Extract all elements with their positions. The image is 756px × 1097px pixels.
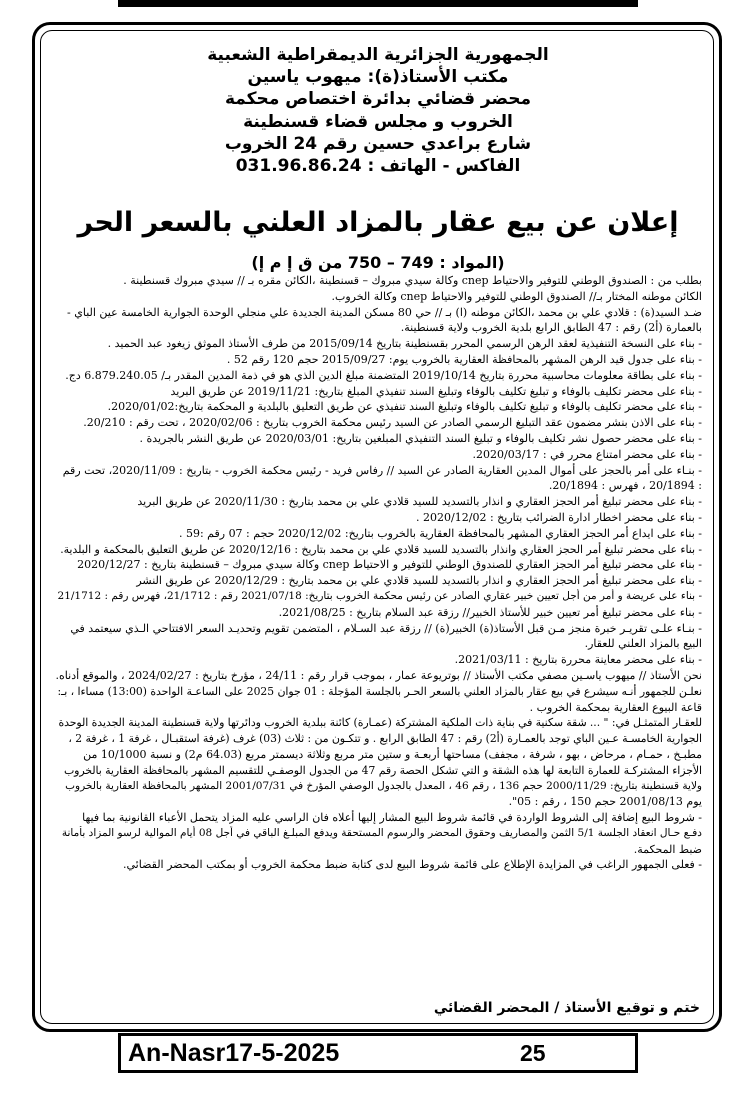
body-line: - بناء على محضر تبليغ أمر الحجز العقاري و انذار بالتسديد للسيد قلادي علي بن محمد بتاريخ : 2020/11/30 عن طريق البريد xyxy=(137,495,702,509)
body-line: الجوارية الخامسـة عـين الباي توجد بالعمـارة (أ2) رقم : 47 الطابق الرابع . و تتكـون من : ثلاث (03) غرف (غرفة استقبـال ، غرفة 1 ، غرفة 2 ، xyxy=(68,732,702,746)
phone-fax-line: الفاكس - الهاتف : 031.96.86.24 xyxy=(235,156,521,177)
body-line: - بناء على محضر تكليف بالوفاء و تبليغ تكليف بالوفاء وتبليغ السند تنفيذي عن طريق التعليق بالبلدية و المحكمة بتاريخ:2020/01/02. xyxy=(107,400,702,414)
newspaper-date: An-Nasr17-5-2025 xyxy=(128,1039,340,1067)
address-line: شارع براعدي حسين رقم 24 الخروب xyxy=(224,133,532,154)
body-line: الأجزاء المشتركـة للعمارة التابعة لها هذه الشقة و التي تشكل الحصة رقم 47 من الجدول الوصفـي للتقسيم المشهر بالمحافظة العقارية بالخروب xyxy=(64,763,702,777)
body-line: - بناء على عريضة و أمر من أجل تعيين خبير عقاري الصادر عن رئيس محكمة الخروب بتاريخ: 2021/07/18 رقم : 21/1712، فهرس رقم : 21/1712 xyxy=(57,589,702,602)
body-line: نعلـن للجمهور أنـه سيشرع في بيع عقار بالمزاد العلني بالسعر الحـر بالجلسة المؤجلة : 01 جوان 2025 على الساعـة الواحدة (13:00) مساءا ، بـ: xyxy=(57,684,702,698)
body-line: - بناء على بطاقة معلومات محاسبية محررة بتاريخ 2019/10/14 المتضمنة مبلغ الدين الذي هو في ذمة المدين المقدر بـ/ 6.879.240.05 دج. xyxy=(65,368,702,382)
body-line: - بناء على محضر معاينة محررة بتاريخ : 2021/03/11. xyxy=(454,653,702,667)
announcement-body xyxy=(56,273,702,873)
body-line: بالعمارة (أ2) رقم : 47 الطابق الرابع بلدية الخروب ولاية قسنطينة. xyxy=(400,321,702,335)
body-line: قاعة البيوع العقارية بمحكمة الخروب . xyxy=(529,700,702,714)
body-line: - بناء على النسخة التنفيذية لعقد الرهن الرسمي المحرر بقسنطينة بتاريخ 2015/09/14 من طرف الأستاذ الموثق زيغود عبد الحميد . xyxy=(107,337,702,351)
body-line: ضبط المحكمة. xyxy=(633,842,702,856)
body-line: دفـع حـال انعقاد الجلسة 5/1 الثمن والمصاريف وحقوق المحضر والرسوم المستحقة ويدفع المبلـغ الباقي في أجل 08 أيام الموالية لرسو المزاد بأمانة xyxy=(61,826,702,839)
body-line: - بناء على محضر اخطار ادارة الضرائب بتاريخ : 2020/12/02 . xyxy=(416,510,702,524)
office-name: مكتب الأستاذ(ة): ميهوب ياسين xyxy=(247,67,509,88)
body-line: - بنـاء علـى تقريـر خبرة منجز مـن قبل الأستاذ(ة) الخبير(ة) // رزقة عبد السـلام ، المتضمن تقويم وتحديـد السعر الافتتاحي الـذي سيعتمد في xyxy=(70,621,702,635)
body-line: بطلب من : الصندوق الوطني للتوفير والاحتياط cnep وكالة سيدي مبروك – قسنطينة ،الكائن مقره بـ // سيدي مبروك قسنطينة . xyxy=(123,274,702,287)
court-line: الخروب و مجلس قضاء قسنطينة xyxy=(243,111,513,132)
body-line: - بناء على محضر تبليغ أمر الحجز العقاري وانذار بالتسديد للسيد قلادي علي بن محمد بتاريخ : 2020/12/16 عن طريق التعليق بالمحكمة و البلدية. xyxy=(60,542,702,556)
body-line: للعقـار المتمثـل في: " ... شقة سكنية في بناية ذات الملكية المشتركة (عمـارة) كائنة ببلدية الخروب ودائرتها ولاية قسنطينة المدينة الجديدة الوحدة xyxy=(58,716,702,730)
body-line: مطبـخ ، حمـام ، مرحاض ، بهو ، شرفة ، مجفف) مساحتها أربعـة و ستين متر مربع وثلاثة ديسمتر مربع (64.03 م2) و نسبة 10/1000 من xyxy=(83,747,702,761)
body-line: البيع بالمزاد العلني للعقار. xyxy=(584,637,702,651)
body-line: : 20/1894 ، فهرس : 20/1894. xyxy=(548,479,702,493)
body-line: - فعلى الجمهور الراغب في المزايدة الإطلاع على قائمة شروط البيع لدى كتابة ضبط محكمة الخروب أو بمكتب المحضر القضائي. xyxy=(123,858,702,872)
body-line: ضـد السيد(ة) : قلادي علي بن محمد ،الكائن موطنه (ا) بـ // حي 80 مسكن المدينة الجديدة علي منجلي الوحدة الجوارية الخامسة عين الباي - xyxy=(67,305,702,319)
announcement-title: إعلان عن بيع عقار بالمزاد العلني بالسعر الحر xyxy=(77,207,679,238)
top-rule xyxy=(118,0,638,7)
body-line: - بناء على محضر تبليغ أمر الحجز العقاري للصندوق الوطني للتوفير و الاحتياط cnep وكالة سيدي مبروك – قسنطينة بتاريخ : 2020/12/27 xyxy=(77,558,702,572)
office-header xyxy=(50,44,706,177)
republic-name: الجمهورية الجزائرية الديمقراطية الشعبية xyxy=(207,45,549,65)
signature-line: ختم و توقيع الأستاذ / المحضر القضائي xyxy=(433,1000,700,1016)
body-line: - بنـاء على أمر بالحجز على أموال المدين العقارية الصادر عن السيد // رفاس فريد - رئيس محكمة الخروب - بتاريخ : 2020/11/09، تحت رقم xyxy=(62,463,702,477)
body-line: - بناء على محضر تكليف بالوفاء و تبليغ تكليف بالوفاء وتبليغ السند تنفيذي المبلغ بتاريخ: 2019/11/21 عن طريق البريد xyxy=(170,384,702,398)
body-line: ولاية قسنطينة بتاريخ: 2000/11/29 حجم 136 ، رقم 46 ، المعدل بالجدول الوصفي المؤرخ في 2001/07/31 المشهر بالمحافظة العقارية بالخروب xyxy=(65,779,702,792)
body-line: الكائن موطنه المختار بـ// الصندوق الوطني للتوفير والاحتياط cnep وكالة الخروب. xyxy=(331,289,702,303)
body-line: - بناء على محضر امتناع محرر في : 2020/03/17. xyxy=(472,447,702,461)
body-line: - بناء على الاذن بنشر مضمون عقد التبليغ الرسمي الصادر عن السيد رئيس محكمة الخروب بتاريخ : 2020/02/06 ، تحت رقم : 20/210. xyxy=(83,416,702,430)
body-line: - بناء على جدول قيد الرهن المشهر بالمحافظة العقارية بالخروب يوم: 2015/09/27 حجم 120 رقم 52 . xyxy=(226,352,702,366)
body-line: نحن الأستاذ // ميهوب ياسـين مصفي مكتب الأستاذ // بوتريوعة عمار ، بموجب قرار رقم : 24/11 ، مؤرخ بتاريخ : 2024/02/27 ، والموقع أدناه. xyxy=(56,668,702,682)
body-line: يوم 2001/08/13 حجم 150 ، رقم : 05". xyxy=(508,795,702,809)
body-line: - شروط البيع إضافة إلى الشروط الواردة في قائمة شروط البيع المشار إليها أعلاه فان الراسي عليه المزاد يتحمل الأعباء القانونية بما فيها xyxy=(82,811,702,825)
page-number: 25 xyxy=(520,1040,546,1066)
body-line: - بناء على محضر تبليغ أمر الحجز العقاري و انذار بالتسديد للسيد قلادي علي بن محمد بتاريخ : 2020/12/29 عن طريق النشر xyxy=(136,574,702,588)
jurisdiction-line: محضر قضائي بدائرة اختصاص محكمة xyxy=(224,89,532,110)
body-line: - بناء على محضر تبليغ أمر تعيين خبير للأستاذ الخبير// رزقة عبد السلام بتاريخ : 2021/08/25. xyxy=(278,605,702,619)
body-line: - بناء على ايداع أمر الحجز العقاري المشهر بالمحافظة العقارية بالخروب بتاريخ: 2020/12/02 حجم : 07 رقم :59 . xyxy=(178,526,702,540)
legal-articles: (المواد : 749 – 750 من ق إ م إ) xyxy=(251,253,505,272)
body-line: - بناء على محضر حصول نشر تكليف بالوفاء و تبليغ السند التنفيذي المبلغين بتاريخ: 2020/03/01 عن طريق النشر بالجريدة . xyxy=(139,431,702,445)
